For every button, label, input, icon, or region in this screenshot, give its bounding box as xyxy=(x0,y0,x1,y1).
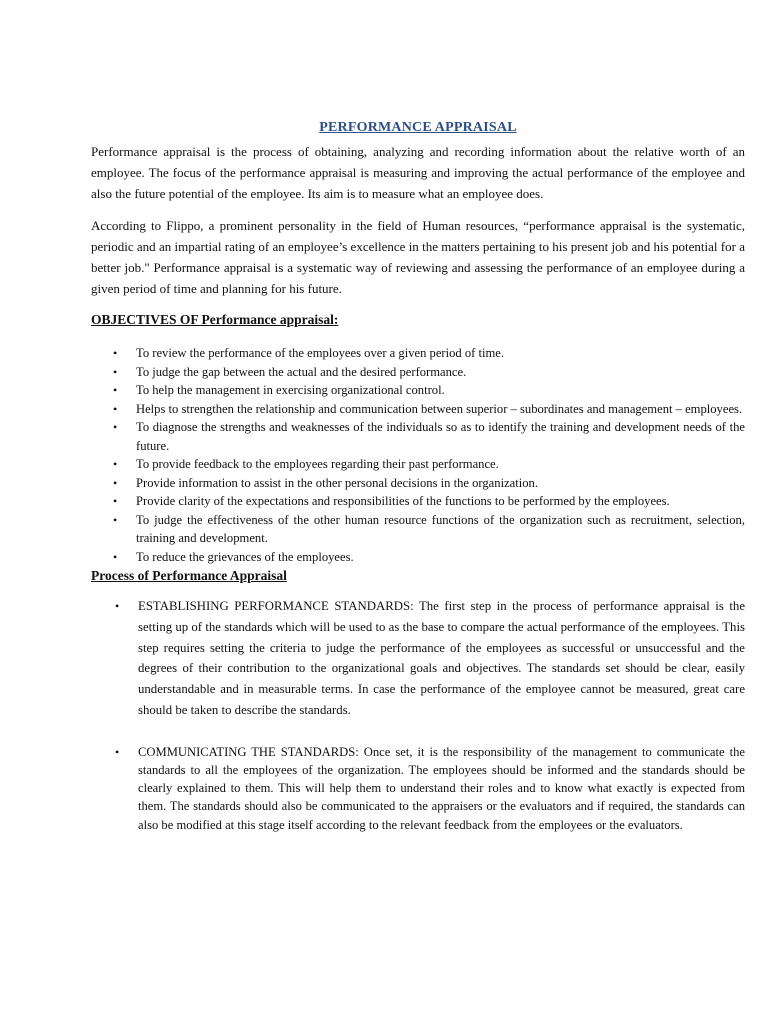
bullet-icon: • xyxy=(115,744,120,759)
list-item: • To provide feedback to the employees regarding their past performance. xyxy=(91,455,745,474)
process-step-text: The first step in the process of performance appraisal is the setting up of the standards which will be used to as the base to compare the actual performance of the employees. This step requires setting the criteria to judge the performance of the employees as successful or unsuccessful and the degrees of their contribution to the organizational goals and objectives. The standards set should be clear, easily understandable and in measurable terms. In case the performance of the employee cannot be measured, great care should be taken to describe the standards. xyxy=(138,599,745,717)
objectives-heading-colon: : xyxy=(333,312,339,327)
bullet-icon: • xyxy=(113,549,118,564)
objectives-heading xyxy=(91,310,745,330)
process-step-communicating xyxy=(91,743,745,834)
process-step-establishing xyxy=(91,596,745,721)
process-step-text: Once set, it is the responsibility of the management to communicate the standards to all the employees of the organization. The employees should be informed and the standards should be clearly explained to them. This will help them to understand their roles and to know what exactly is expected from them. The standards should also be communicated to the appraisers or the evaluators and if required, the standards can also be modified at this stage itself according to the relevant feedback from the employees or the evaluators. xyxy=(138,744,745,832)
list-item: • Provide information to assist in the other personal decisions in the organization. xyxy=(91,474,745,493)
process-heading: Process of Performance Appraisal xyxy=(91,568,287,583)
bullet-icon: • xyxy=(113,420,118,434)
document-page xyxy=(91,120,745,834)
bullet-icon: • xyxy=(113,494,118,508)
bullet-icon: • xyxy=(113,401,118,416)
list-item: • Helps to strengthen the relationship and communication between superior – subordinates and management – employees. xyxy=(91,400,745,419)
list-item: • To diagnose the strengths and weaknesses of the individuals so as to identify the training and development needs of the future. xyxy=(113,420,745,453)
bullet-icon: • xyxy=(113,383,118,397)
flippo-definition-paragraph: According to Flippo, a prominent personality in the field of Human resources, “performance appraisal is the systematic, periodic and an impartial rating of an employee’s excellence in the matters pertaining to his present job and his potential for a better job." Performance appraisal is a systematic way of reviewing and assessing the performance of an employee during a given period of time and planning for his future. xyxy=(91,218,745,296)
list-item: • To reduce the grievances of the employees. xyxy=(91,548,745,567)
objectives-heading-text: OBJECTIVES OF Performance appraisal xyxy=(91,312,334,327)
process-step-label: COMMUNICATING THE STANDARDS: xyxy=(138,744,359,759)
list-item: • To judge the effectiveness of the other human resource functions of the organization such as recruitment, selection, training and development. xyxy=(113,512,745,545)
bullet-icon: • xyxy=(113,364,118,379)
list-item: • To help the management in exercising organizational control. xyxy=(91,381,745,400)
list-item: • To review the performance of the employees over a given period of time. xyxy=(91,344,745,363)
list-item: • To judge the gap between the actual and the desired performance. xyxy=(91,363,745,382)
bullet-icon: • xyxy=(113,512,118,527)
list-item: • Provide clarity of the expectations and responsibilities of the functions to be performed by the employees. xyxy=(91,492,745,511)
document-title: PERFORMANCE APPRAISAL xyxy=(319,120,517,135)
objectives-list xyxy=(91,344,745,566)
intro-paragraph: Performance appraisal is the process of obtaining, analyzing and recording information about the relative worth of an employee. The focus of the performance appraisal is measuring and improving the actual performance of the employee and also the future potential of the employee. Its aim is to measure what an employee does. xyxy=(91,144,745,201)
process-steps-list xyxy=(91,596,745,834)
process-step-label: ESTABLISHING PERFORMANCE STANDARDS: xyxy=(138,599,414,613)
bullet-icon: • xyxy=(113,457,118,471)
bullet-icon: • xyxy=(113,346,118,360)
bullet-icon: • xyxy=(115,599,120,613)
bullet-icon: • xyxy=(113,475,118,490)
